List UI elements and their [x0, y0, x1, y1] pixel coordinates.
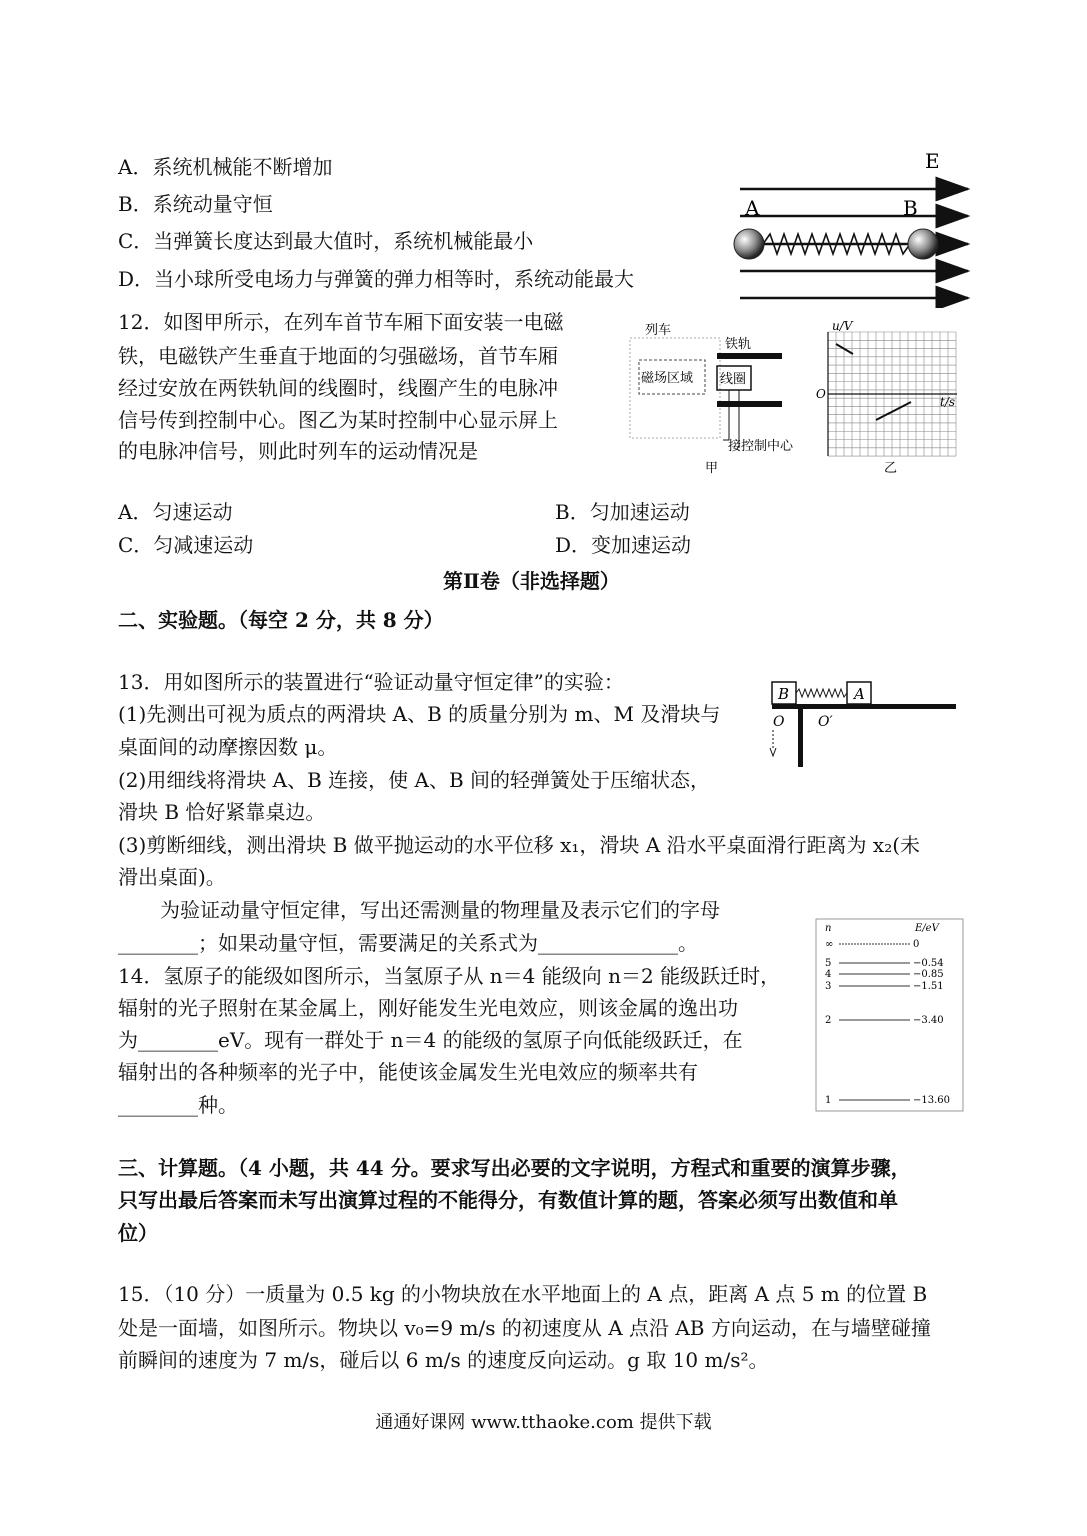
control-label: 接控制中心 [728, 439, 794, 454]
field-region-label: 磁场区域 [641, 371, 694, 386]
q13-line-5: 滑块 B 恰好紧靠桌边。 [118, 800, 326, 824]
level-n-0: ∞ [825, 939, 834, 950]
volume-title: 第Ⅱ卷（非选择题） [443, 569, 620, 593]
q12-option-a: A．匀速运动 [118, 500, 233, 524]
block-b-label: B [778, 685, 790, 703]
section3-line-1: 三、计算题。（4 小题，共 44 分。要求写出必要的文字说明，方程式和重要的演算步骤， [118, 1156, 911, 1180]
train-label: 列车 [645, 323, 672, 338]
q12-line-3: 经过安放在两铁轨间的线圈时，线圈产生的电脉冲 [118, 376, 558, 400]
yi-xlabel: t/s [940, 395, 956, 409]
q11-option-d: D．当小球所受电场力与弹簧的弹力相等时，系统动能最大 [118, 267, 635, 291]
level-n-1: 5 [825, 958, 832, 969]
q12-line-1: 12．如图甲所示，在列车首节车厢下面安装一电磁 [118, 310, 564, 334]
q12-line-5: 的电脉冲信号，则此时列车的运动情况是 [118, 439, 478, 463]
level-n-3: 3 [825, 981, 832, 992]
level-e-4: −3.40 [913, 1015, 944, 1026]
q13-line-9: ________；如果动量守恒，需要满足的关系式为______________。 [118, 931, 698, 955]
q13-apparatus-figure [768, 678, 960, 770]
ball-a [734, 229, 764, 259]
figure-yi-caption: 乙 [884, 461, 898, 476]
q12-line-2: 铁，电磁铁产生垂直于地面的匀强磁场，首节车厢 [118, 344, 558, 368]
yi-origin: O [816, 387, 826, 401]
q11-ball-b-label: B [903, 196, 918, 220]
q11-option-a: A．系统机械能不断增加 [118, 155, 333, 179]
q15-line-3: 前瞬间的速度为 7 m/s，碰后以 6 m/s 的速度反向运动。g 取 10 m/s²。 [118, 1348, 769, 1372]
section2-heading: 二、实验题。（每空 2 分，共 8 分） [118, 608, 444, 632]
q11-field-figure [725, 148, 975, 308]
rail-label: 铁轨 [725, 337, 752, 352]
q13-line-7: 滑出桌面)。 [118, 865, 226, 889]
level-e-1: −0.54 [913, 958, 944, 969]
level-e-2: −0.85 [913, 969, 944, 980]
q14-line-2: 辐射的光子照射在某金属上，刚好能发生光电效应，则该金属的逸出功 [118, 996, 738, 1020]
coil-label: 线圈 [720, 372, 747, 387]
q12-figure-jia [625, 318, 815, 476]
q14-line-4: 辐射出的各种频率的光子中，能使该金属发生光电效应的频率共有 [118, 1060, 698, 1084]
level-n-4: 2 [825, 1015, 832, 1026]
figure-jia-caption: 甲 [705, 461, 719, 476]
q11-option-b: B．系统动量守恒 [118, 192, 273, 216]
q11-ball-a-label: A [745, 196, 760, 220]
q11-option-c: C．当弹簧长度达到最大值时，系统机械能最小 [118, 229, 534, 253]
q12-option-d: D．变加速运动 [555, 533, 692, 557]
section3-line-3: 位） [118, 1221, 158, 1245]
q13-line-4: (2)用细线将滑块 A、B 连接，使 A、B 间的轻弹簧处于压缩状态， [118, 768, 711, 792]
block-a-label: A [854, 685, 865, 703]
level-n-5: 1 [825, 1095, 832, 1106]
q13-line-2: (1)先测出可视为质点的两滑块 A、B 的质量分别为 m、M 及滑块与 [118, 702, 721, 726]
q13-line-6: (3)剪断细线，测出滑块 B 做平抛运动的水平位移 x₁，滑块 A 沿水平桌面滑行距离为 x₂(未 [118, 833, 921, 857]
yi-ylabel: u/V [832, 319, 853, 333]
point-o: O [773, 714, 785, 730]
energy-level-figure [815, 918, 965, 1113]
q14-line-3: 为________eV。现有一群处于 n＝4 的能级的氢原子向低能级跃迁，在 [118, 1028, 743, 1052]
level-n-2: 4 [825, 969, 832, 980]
point-o-prime: O′ [818, 714, 833, 730]
q11-field-label: E [925, 149, 940, 173]
ball-b [908, 229, 938, 259]
q12-option-b: B．匀加速运动 [555, 500, 690, 524]
q15-line-2: 处是一面墙，如图所示。物块以 v₀=9 m/s 的初速度从 A 点沿 AB 方向运动，在与墙壁碰撞 [118, 1316, 931, 1340]
q12-line-4: 信号传到控制中心。图乙为某时控制中心显示屏上 [118, 408, 558, 432]
q13-line-8: 为验证动量守恒定律，写出还需测量的物理量及表示它们的字母 [160, 898, 720, 922]
level-e-0: 0 [913, 939, 920, 950]
q13-line-3: 桌面间的动摩擦因数 μ。 [118, 735, 338, 759]
section3-line-2: 只写出最后答案而未写出演算过程的不能得分，有数值计算的题，答案必须写出数值和单 [118, 1188, 898, 1212]
q12-figure-yi [812, 318, 972, 476]
q13-line-1: 13．用如图所示的装置进行“验证动量守恒定律”的实验： [118, 670, 624, 694]
level-e-5: −13.60 [913, 1095, 951, 1106]
n-axis-label: n [825, 923, 832, 934]
page-footer: 通通好课网 www.tthaoke.com 提供下载 [375, 1412, 712, 1433]
level-e-3: −1.51 [913, 981, 944, 992]
q15-line-1: 15．（10 分）一质量为 0.5 kg 的小物块放在水平地面上的 A 点，距离 A 点 5 m 的位置 B [118, 1282, 928, 1306]
q12-option-c: C．匀减速运动 [118, 533, 254, 557]
q14-line-1: 14．氢原子的能级如图所示，当氢原子从 n＝4 能级向 n＝2 能级跃迁时， [118, 964, 781, 988]
e-axis-label: E/eV [915, 923, 939, 934]
q14-line-5: ________种。 [118, 1093, 238, 1117]
